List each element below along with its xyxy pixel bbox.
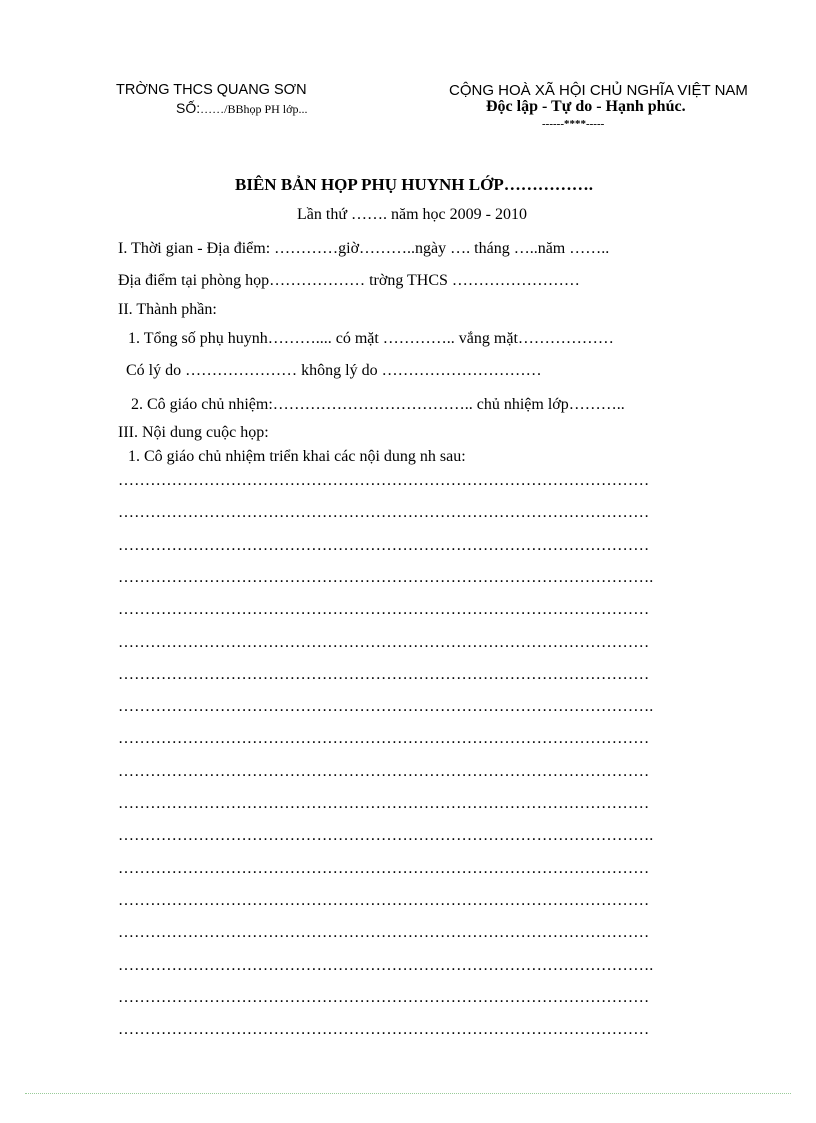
document-title: BIÊN BẢN HỌP PHỤ HUYNH LỚP……………. — [235, 175, 593, 194]
blank-fill-line: ……………………………………………………………………………………… — [118, 633, 650, 651]
page-border — [25, 1093, 791, 1094]
blank-fill-line: ………………………………………………………………………………………. — [118, 698, 654, 716]
section-2-heading: II. Thành phần: — [118, 301, 217, 318]
time-location-line: I. Thời gian - Địa điểm: …………giờ………..ngày …. tháng …..năm …….. — [118, 240, 610, 257]
blank-fill-line: ……………………………………………………………………………………… — [118, 924, 650, 942]
blank-fill-line: ………………………………………………………………………………………. — [118, 956, 654, 974]
blank-fill-line: ……………………………………………………………………………………… — [118, 536, 650, 554]
blank-fill-line: ……………………………………………………………………………………… — [118, 859, 650, 877]
section-3-heading: III. Nội dung cuộc họp: — [118, 424, 269, 441]
blank-fill-line: ……………………………………………………………………………………… — [118, 891, 650, 909]
blank-fill-line: ……………………………………………………………………………………… — [118, 730, 650, 748]
blank-fill-line: ……………………………………………………………………………………… — [118, 795, 650, 812]
document-number — [176, 100, 308, 117]
blank-fill-line: ……………………………………………………………………………………… — [118, 762, 650, 780]
number-value: ……/BBhọp PH lớp... — [200, 102, 308, 116]
motto: Độc lập - Tự do - Hạnh phúc. — [486, 98, 686, 115]
separator: ------****----- — [542, 118, 605, 130]
absence-reason-line: Có lý do ………………… không lý do ………………………… — [126, 362, 542, 379]
parent-count-line: 1. Tổng số phụ huynh……….... có mặt ………….. vắng mặt……………… — [128, 330, 614, 347]
school-name: TRỜNG THCS QUANG SƠN — [116, 82, 307, 98]
content-intro-line: 1. Cô giáo chủ nhiệm triển khai các nội dung nh sau: — [128, 448, 466, 465]
country-name: CỘNG HOÀ XÃ HỘI CHỦ NGHĨA VIỆT NAM — [449, 82, 748, 99]
blank-fill-line: ………………………………………………………………………………………. — [118, 568, 654, 586]
blank-fill-line: ……………………………………………………………………………………… — [118, 472, 650, 489]
blank-fill-line: ………………………………………………………………………………………. — [118, 827, 654, 845]
blank-fill-line: ……………………………………………………………………………………… — [118, 665, 650, 683]
blank-fill-line: ……………………………………………………………………………………… — [118, 988, 650, 1006]
number-label: SỐ: — [176, 100, 201, 116]
blank-fill-line: ……………………………………………………………………………………… — [118, 1021, 650, 1039]
subtitle: Lần thứ ……. năm học 2009 - 2010 — [297, 206, 527, 223]
blank-fill-line: ……………………………………………………………………………………… — [118, 504, 650, 522]
teacher-line: 2. Cô giáo chủ nhiệm:……………………………….. chủ nhiệm lớp……….. — [131, 396, 625, 413]
blank-fill-line: ……………………………………………………………………………………… — [118, 601, 650, 619]
location-line: Địa điểm tại phòng họp……………… trờng THCS …………………… — [118, 272, 580, 289]
